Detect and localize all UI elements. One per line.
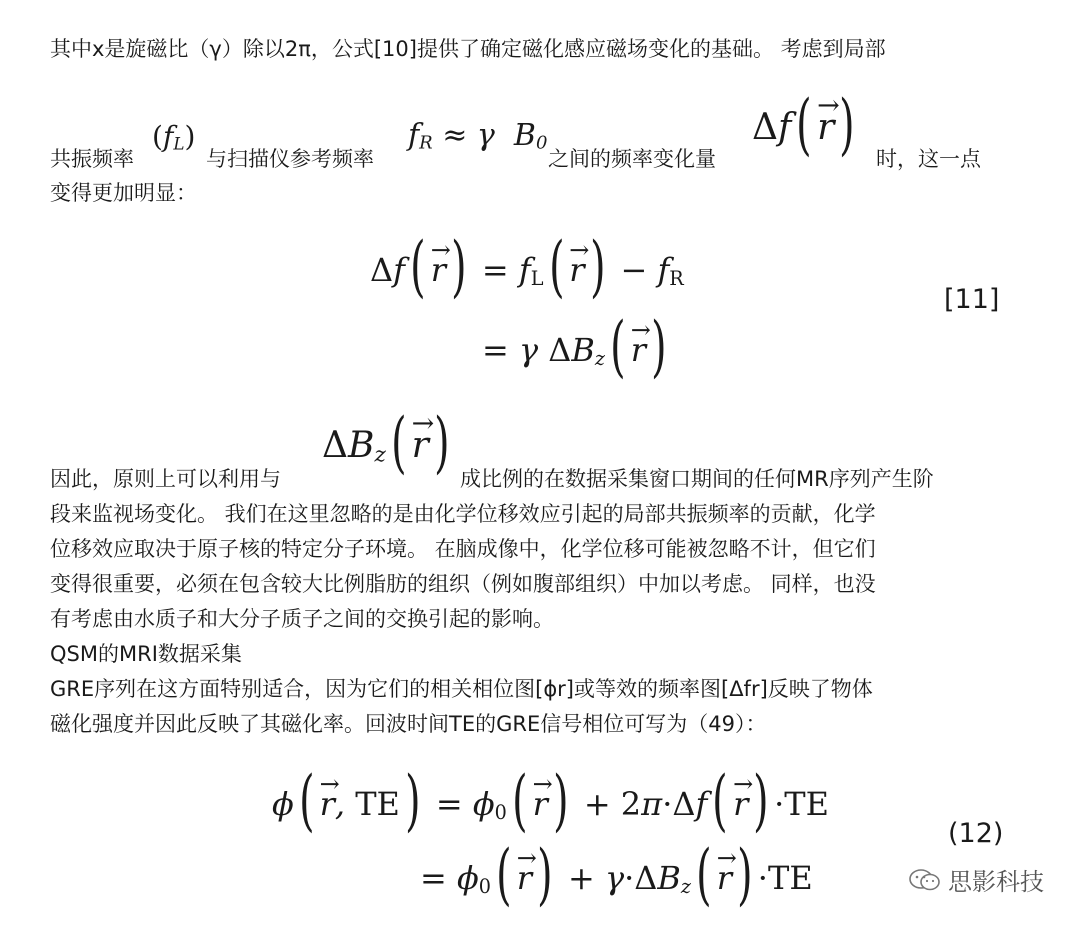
para1-seg-d: 时，这一点 [876,147,981,171]
para2-seg-b: 成比例的在数据采集窗口期间的任何MR序列产生阶 [460,467,934,491]
watermark-text: 思影科技 [948,868,1044,896]
eq12-number: (12) [948,818,1004,849]
para1-seg-c-wrap [548,142,716,176]
eq12-line1: ϕ(→ r, $TE) = \phi_0(\to r) + 2\pi\cdot\Delta f(\to r) \cdot TE$ [272,762,829,839]
para2-seg-a: 因此，原则上可以利用与 [50,467,281,491]
math-delta-f-inline: Δf(→ r) [752,86,860,163]
para3-line2: 磁化强度并因此反映了其磁化率。回波时间TE的GRE信号相位可写为（49）： [50,712,767,736]
para1-seg-c: 之间的频率变化量 [548,147,716,171]
para2-seg-b-wrap [460,462,934,496]
para2-line1 [50,462,281,496]
para1-line1: 其中x是旋磁比（γ）除以2π，公式[10]提供了确定磁化感应磁场变化的基础。 考虑到局部 [50,37,886,61]
math-fL-inline: $(f_L)$ [152,120,196,154]
eq12-line2: = $\phi_0(\to r) + \gamma\cdot\Delta B_z(\to r) \cdot TE$ [420,836,813,913]
eq11-number: [11] [944,284,1000,315]
math-delta-Bz-inline: $\Delta B_z(\to r)$ [322,404,455,481]
para1-seg-d-wrap [876,142,981,176]
para1-line2 [50,142,134,176]
para2-line4: 变得很重要，必须在包含较大比例脂肪的组织（例如腹部组织）中加以考虑。 同样，也没 [50,572,876,596]
para1-line3: 变得更加明显： [50,181,197,205]
para1-seg-a: 共振频率 [50,147,134,171]
para2-line5: 有考虑由水质子和大分子质子之间的交换引起的影响。 [50,607,554,631]
para2-line2: 段来监视场变化。 我们在这里忽略的是由化学位移效应引起的局部共振频率的贡献，化学 [50,502,876,526]
para2-line3: 位移效应取决于原子核的特定分子环境。 在脑成像中，化学位移可能被忽略不计，但它们 [50,537,876,561]
wechat-icon [908,868,942,892]
para1-seg-b: 与扫描仪参考频率 [206,147,374,171]
para1-seg-b-wrap [206,142,374,176]
eq11-line1: $\Delta f(\to r) = f_L(\to r) - f_R$ [370,228,684,305]
section-heading: QSM的MRI数据采集 [50,642,242,666]
watermark [908,862,1044,897]
math-fR-inline: $f_R \approx \gamma$ $B_0$ [408,118,548,154]
eq11-line2: = γ $\Delta B_z(\to r)$ [482,308,672,385]
para3-line1: GRE序列在这方面特别适合，因为它们的相关相位图[ϕr]或等效的频率图[Δfr]反映了物体 [50,677,873,701]
